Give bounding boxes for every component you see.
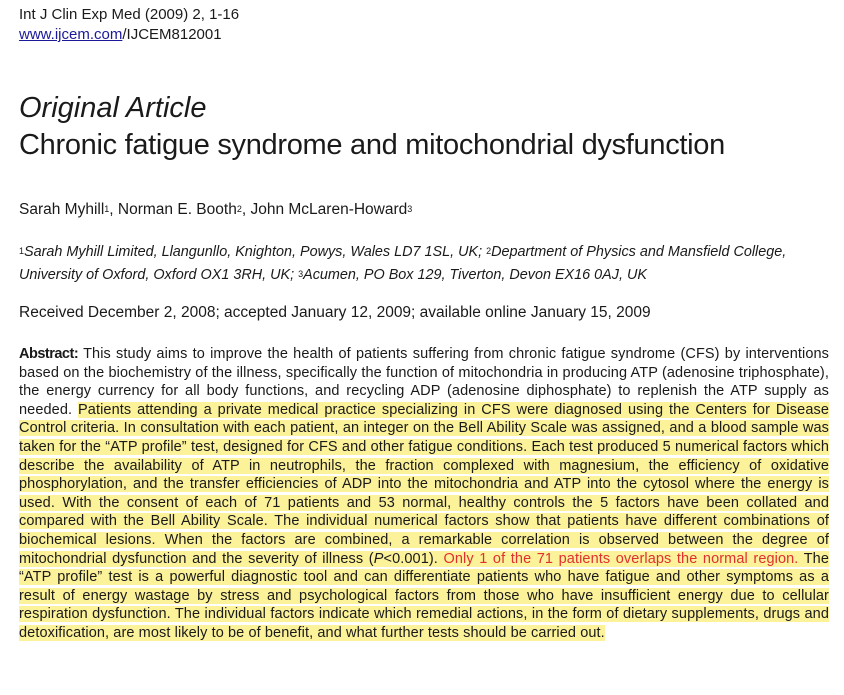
author-name: John McLaren-Howard <box>250 201 408 218</box>
abstract-highlight <box>19 402 829 641</box>
affiliation-text: Sarah Myhill Limited, Llangunllo, Knighton, Powys, Wales LD7 1SL, UK; <box>24 244 487 260</box>
journal-url-line <box>19 25 831 45</box>
abstract-highlighted-text: Patients attending a private medical practice specializing in CFS were diagnosed using the Centers for Disease Control criteria. In consultation with each patient, an integer on the Bell Ability Scale was assigned, and a blood sample was taken for the “ATP profile” test, designed for CFS and other fatigue conditions. Each test produced 5 numerical factors which describe the availability of ATP in neutrophils, the fraction complexed with magnesium, the efficiency of oxidative phosphorylation, and the transfer efficiencies of ADP into the mitochondria and ATP into the cytosol where the energy is used. With the consent of each of 71 patients and 53 normal, healthy controls the 5 factors have been collated and compared with the Bell Ability Scale. The individual numerical factors show that patients have different combinations of biochemical lesions. When the factors are combined, a remarkable correlation is observed between the degree of mitochondrial dysfunction and the severity of illness ( <box>19 401 830 567</box>
affiliations <box>19 241 834 287</box>
author-name: Norman E. Booth <box>117 201 237 218</box>
journal-url-link[interactable]: www.ijcem.com <box>19 26 123 43</box>
abstract-red-sentence: Only 1 of the 71 patients overlaps the normal region. <box>443 550 799 567</box>
abstract-label: Abstract: <box>19 346 79 362</box>
article-type: Original Article <box>19 92 207 124</box>
author-affiliation-marker: 3 <box>407 204 413 214</box>
affiliation-marker: 1 <box>19 246 25 256</box>
affiliation-marker: 3 <box>298 269 304 279</box>
p-value: <0.001). <box>383 550 444 567</box>
author-name: Sarah Myhill <box>19 201 105 218</box>
abstract <box>19 345 829 643</box>
article-id: /IJCEM812001 <box>122 26 222 43</box>
author-list: Sarah Myhill$^1$, Norman E. Booth$^2$, John McLaren-Howard$^3$ <box>19 201 413 218</box>
journal-header <box>19 5 831 45</box>
affiliation-marker: 2 <box>486 246 492 256</box>
paper-title: Chronic fatigue syndrome and mitochondrial dysfunction <box>19 129 725 161</box>
abstract-intro: This study aims to improve the health of patients suffering from chronic fatigue syndrome (CFS) by interventions based on the biochemistry of the illness, specifically the function of mitochondria in producing ATP (adenosine triphosphate), the energy currency for all body functions, and recycling ADP (adenosine diphosphate) to replenish the ATP supply as needed. <box>19 346 829 418</box>
journal-citation: Int J Clin Exp Med (2009) 2, 1-16 <box>19 6 240 23</box>
paper-page <box>19 5 831 641</box>
author-affiliation-marker: 1 <box>104 204 110 214</box>
affiliation-text: Department of Physics and Mansfield College, University of Oxford, Oxford OX1 3RH, UK; <box>19 244 787 283</box>
received-dates: Received December 2, 2008; accepted January 12, 2009; available online January 15, 2009 <box>19 304 651 321</box>
p-symbol: P <box>373 550 384 567</box>
abstract-highlighted-text-2: The “ATP profile” test is a powerful diagnostic tool and can differentiate patients who have fatigue and other symptoms as a result of energy wastage by stress and psychological factors from those who have insufficient energy due to cellular respiration dysfunction. The individual factors indicate which remedial actions, in the form of dietary supplements, drugs and detoxification, are most likely to be of benefit, and what further tests should be carried out. <box>19 550 830 641</box>
affiliation-text: Acumen, PO Box 129, Tiverton, Devon EX16 0AJ, UK <box>303 267 647 283</box>
author-affiliation-marker: 2 <box>236 204 242 214</box>
